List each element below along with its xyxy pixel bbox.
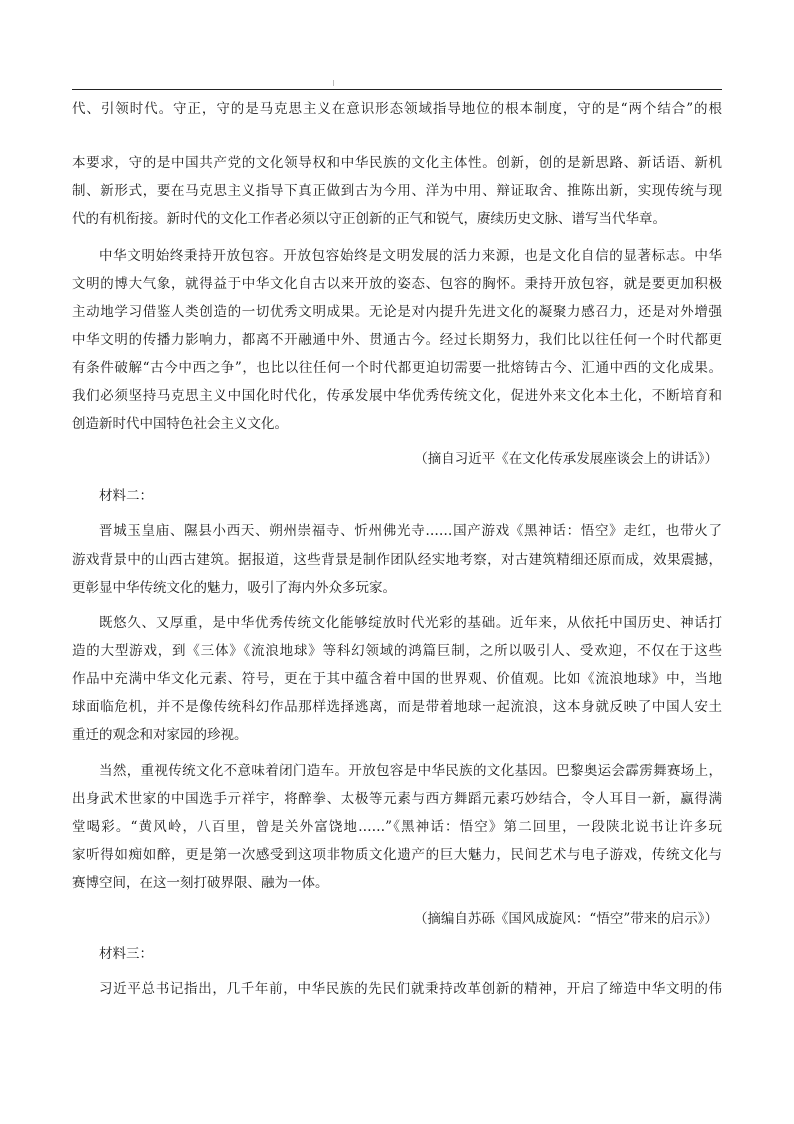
text-line: 造的大型游戏，到《三体》《流浪地球》等科幻领域的鸿篇巨制，之所以吸引人、受欢迎，不仅在于这些 [72,643,722,659]
text-line: 家听得如痴如醉，更是第一次感受到这项非物质文化遗产的巨大魅力，民间艺术与电子游戏，传统文化与 [72,847,722,863]
section-heading: 材料三： [99,946,153,962]
header-rule [72,89,722,90]
text-line: 既悠久、又厚重，是中华优秀传统文化能够绽放时代光彩的基础。近年来，从依托中国历史、神话打 [99,615,722,631]
text-line: 作品中充满中华文化元素、符号，更在于其中蕴含着中国的世界观、价值观。比如《流浪地球》中，当地 [72,671,722,687]
text-line: 更彰显中华传统文化的魅力，吸引了海内外众多玩家。 [72,580,396,596]
text-line: 有条件破解“古今中西之争”，也比以往任何一个时代都更迫切需要一批熔铸古今、汇通中西的文化成果。 [72,360,722,376]
section-heading: 材料二： [99,488,153,504]
text-line: 代的有机衔接。新时代的文化工作者必须以守正创新的正气和锐气，赓续历史文脉、谱写当代华章。 [72,211,666,227]
text-line: 晋城玉皇庙、隰县小西天、朔州崇福寺、忻州佛光寺……国产游戏《黑神话：悟空》走红，也带火了 [99,523,722,539]
text-line: 习近平总书记指出，几千年前，中华民族的先民们就秉持改革创新的精神，开启了缔造中华文明的伟 [99,981,722,997]
text-line: 中华文明始终秉持开放包容。开放包容始终是文明发展的活力来源，也是文化自信的显著标志。中华 [99,248,722,264]
text-line: 制、新形式，要在马克思主义指导下真正做到古为今用、洋为中用、辩证取舍、推陈出新，实现传统与现 [72,183,722,199]
text-line: 球面临危机，并不是像传统科幻作品那样选择逃离，而是带着地球一起流浪，这本身就反映了中国人安土 [72,699,722,715]
text-line: 堂喝彩。“黄风岭，八百里，曾是关外富饶地……”《黑神话：悟空》第二回里，一段陕北说书让许多玩 [72,819,722,835]
text-line: 代、引领时代。守正，守的是马克思主义在意识形态领域指导地位的根本制度，守的是“两个结合”的根 [72,101,722,117]
text-line: 出身武术世家的中国选手亓祥宇，将醉拳、太极等元素与西方舞蹈元素巧妙结合，令人耳目一新，赢得满 [72,791,722,807]
header-tick-mark [333,80,334,86]
source-citation: （摘编自苏砾《国风成旋风：“悟空”带来的启示》） [413,911,718,927]
text-line: 我们必须坚持马克思主义中国化时代化，传承发展中华优秀传统文化，促进外来文化本土化，不断培育和 [72,388,722,404]
text-line: 创造新时代中国特色社会主义文化。 [72,416,288,432]
text-line: 本要求，守的是中国共产党的文化领导权和中华民族的文化主体性。创新，创的是新思路、新话语、新机 [72,155,722,171]
text-line: 赛博空间，在这一刻打破界限、融为一体。 [72,875,329,891]
text-line: 主动地学习借鉴人类创造的一切优秀文明成果。无论是对内提升先进文化的凝聚力感召力，还是对外增强 [72,304,722,320]
source-citation: （摘自习近平《在文化传承发展座谈会上的讲话》） [414,451,718,467]
text-line: 重迁的观念和对家园的珍视。 [72,727,248,743]
text-line: 文明的博大气象，就得益于中华文化自古以来开放的姿态、包容的胸怀。秉持开放包容，就是要更加积极 [72,276,722,292]
text-line: 游戏背景中的山西古建筑。据报道，这些背景是制作团队经实地考察，对古建筑精细还原而成，效果震撼， [72,552,722,568]
text-line: 中华文明的传播力影响力，都离不开融通中外、贯通古今。经过长期努力，我们比以往任何一个时代都更 [72,332,722,348]
text-line: 当然，重视传统文化不意味着闭门造车。开放包容是中华民族的文化基因。巴黎奥运会霹雳舞赛场上， [99,763,722,779]
